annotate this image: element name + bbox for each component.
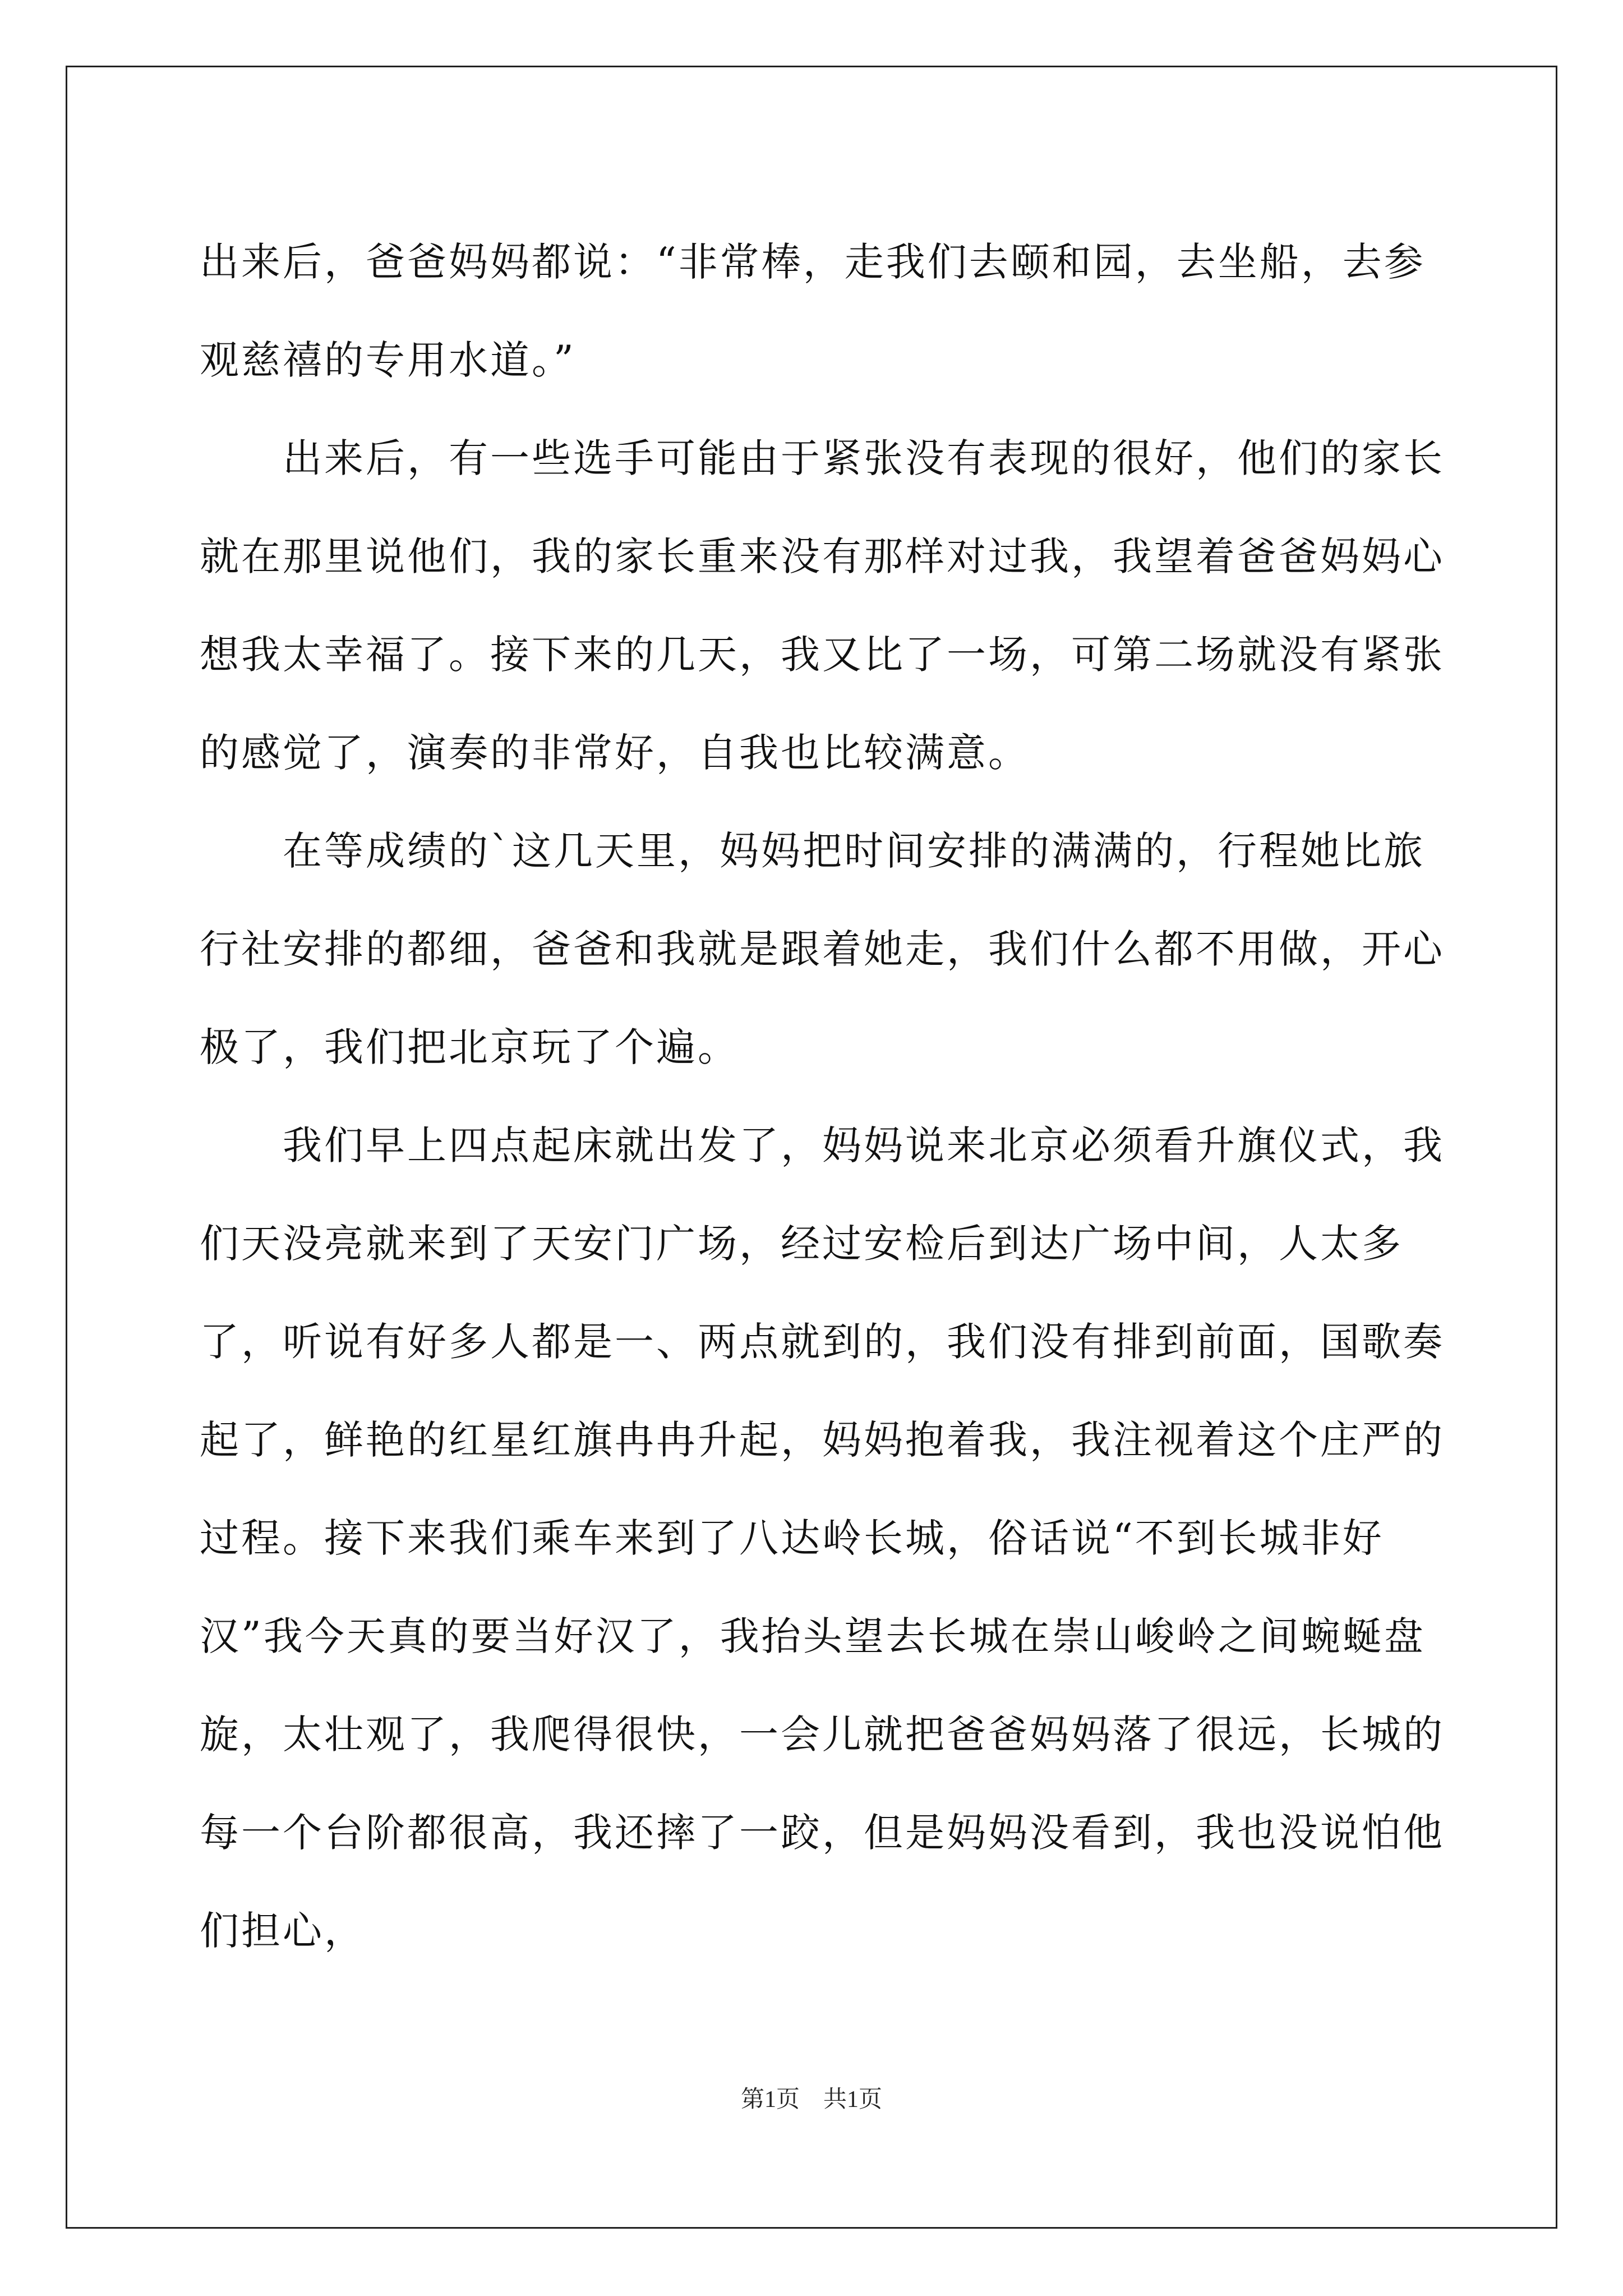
paragraph-3: 在等成绩的`这几天里，妈妈把时间安排的满满的，行程她比旅行社安排的都细，爸爸和我就是跟着她走，我们什么都不用做，开心极了，我们把北京玩了个遍。 — [200, 828, 1445, 1070]
page-footer: 第1页 共1页 — [740, 2087, 882, 2113]
document-body — [200, 213, 1456, 1980]
paragraph-4: 我们早上四点起床就出发了，妈妈说来北京必须看升旗仪式，我们天没亮就来到了天安门广场，经过安检后到达广场中间，人太多了，听说有好多人都是一、两点就到的，我们没有排到前面，国歌奏起了，鲜艳的红星红旗冉冉升起，妈妈抱着我，我注视着这个庄严的过程。接下来我们乘车来到了八达岭长城，俗话说“不到长城非好汉”我今天真的要当好汉了，我抬头望去长城在崇山峻岭之间蜿蜒盘旋，太壮观了，我爬得很快，一会儿就把爸爸妈妈落了很远，长城的每一个台阶都很高，我还摔了一跤，但是妈妈没看到，我也没说怕他们担心， — [200, 1122, 1445, 1954]
paragraph-1: 出来后，爸爸妈妈都说：“非常棒，走我们去颐和园，去坐船，去参观慈禧的专用水道。” — [200, 239, 1426, 383]
paragraph-2: 出来后，有一些选手可能由于紧张没有表现的很好，他们的家长就在那里说他们，我的家长重来没有那样对过我，我望着爸爸妈妈心想我太幸福了。接下来的几天，我又比了一场，可第二场就没有紧张的感觉了，演奏的非常好，自我也比较满意。 — [200, 435, 1445, 776]
